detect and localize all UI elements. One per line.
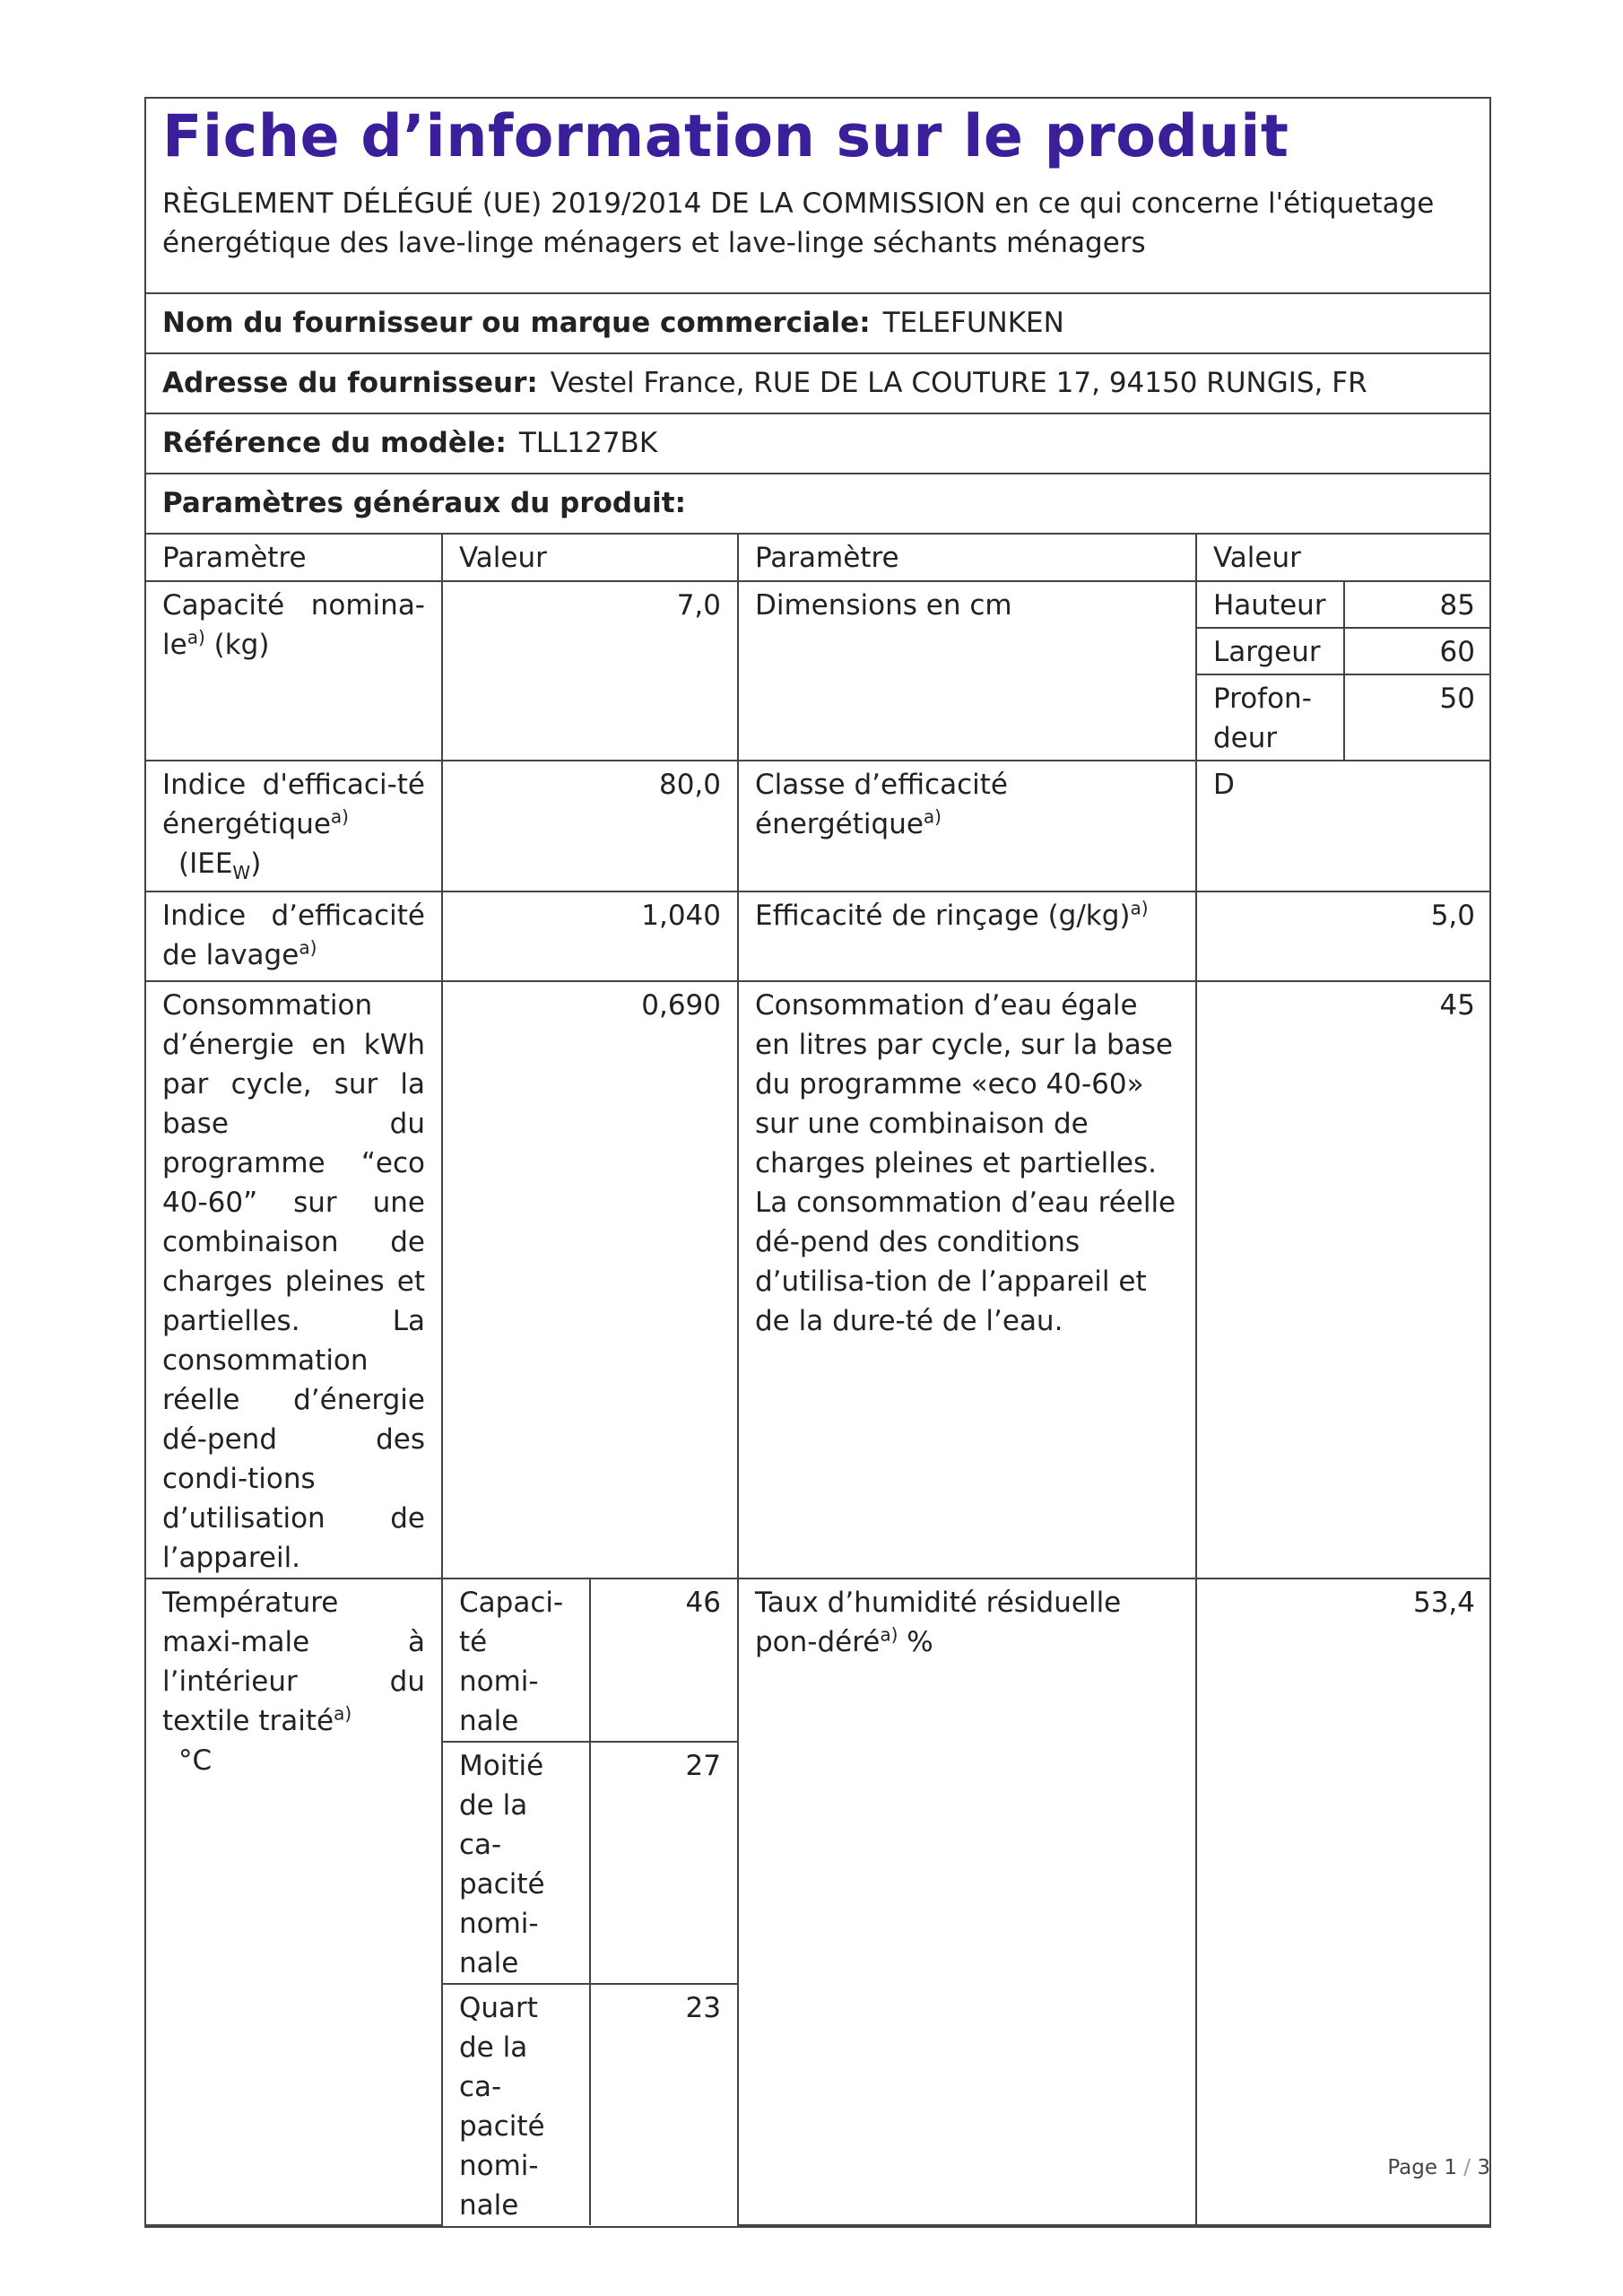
temp-full-capacity-value: 46 — [590, 1578, 738, 1742]
supplier-name-row — [146, 294, 1489, 354]
width-label: Largeur — [1196, 628, 1344, 674]
page-number: Page 1 / 3 — [1387, 2156, 1490, 2179]
supplier-address-row — [146, 354, 1489, 414]
water-consumption-label: Consommation d’eau égale en litres par cycle, sur la base du programme «eco 40-60» sur une combinaison de charges pleines et partielles. La consommation d’eau réelle dé-pend des conditions d’utilisa-tion de l’appareil et de la dure-té de l’eau. — [738, 981, 1196, 1578]
temp-half-capacity-label: Moitié de la ca-pacité nomi-nale — [442, 1742, 590, 1984]
temperature-unit: °C — [178, 1744, 213, 1777]
height-value: 85 — [1344, 581, 1491, 628]
energy-class-value: D — [1196, 761, 1491, 891]
footnote-mark: a) — [1130, 897, 1149, 919]
model-reference-value: TLL127BK — [518, 427, 658, 459]
supplier-address-label: Adresse du fournisseur: — [162, 367, 538, 399]
footnote-mark: a) — [187, 626, 205, 648]
energy-class-label-cell — [738, 761, 1196, 891]
temperature-label: Température maxi-male à l’intérieur du textile traité — [162, 1587, 425, 1737]
footnote-mark: a) — [330, 805, 349, 828]
capacity-value: 7,0 — [442, 581, 738, 761]
capacity-label-cell — [146, 581, 442, 761]
depth-label: Profon-deur — [1196, 674, 1344, 761]
eei-unit: $(IEE_W)$ — [178, 848, 262, 884]
header-value-1: Valeur — [442, 535, 738, 581]
water-consumption-value: 45 — [1196, 981, 1491, 1578]
table-row — [146, 581, 1491, 628]
section-title: Paramètres généraux du produit: — [162, 487, 687, 519]
model-reference-label: Référence du modèle: — [162, 427, 507, 459]
regulation-text: RÈGLEMENT DÉLÉGUÉ (UE) 2019/2014 DE LA COMMISSION en ce qui concerne l'étiquetage énergétique des lave-linge ménagers et lave-linge séchants ménagers — [162, 187, 1435, 259]
header-parameter-2: Paramètre — [738, 535, 1196, 581]
table-row — [146, 1578, 1491, 1742]
height-label: Hauteur — [1196, 581, 1344, 628]
width-value: 60 — [1344, 628, 1491, 674]
eei-value: 80,0 — [442, 761, 738, 891]
parameters-table — [146, 535, 1491, 2226]
energy-class-label: Classe d’efficacité énergétique — [755, 769, 1008, 840]
humidity-value: 53,4 — [1196, 1578, 1491, 2225]
model-reference-row — [146, 414, 1489, 474]
eei-label-cell — [146, 761, 442, 891]
washing-index-value: 1,040 — [442, 891, 738, 981]
table-row — [146, 761, 1491, 891]
depth-value: 50 — [1344, 674, 1491, 761]
rinsing-label: Efficacité de rinçage (g/kg) — [755, 900, 1131, 932]
section-title-row — [146, 474, 1489, 535]
temp-quarter-capacity-label: Quart de la ca-pacité nomi-nale — [442, 1984, 590, 2225]
supplier-name-label: Nom du fournisseur ou marque commerciale: — [162, 307, 871, 339]
capacity-label: Capacité nomina-le — [162, 589, 425, 661]
temp-quarter-capacity-value: 23 — [590, 1984, 738, 2225]
header-parameter-1: Paramètre — [146, 535, 442, 581]
footnote-mark: a) — [880, 1623, 898, 1646]
energy-consumption-value: 0,690 — [442, 981, 738, 1578]
temp-full-capacity-label: Capaci-té nomi-nale — [442, 1578, 590, 1742]
rinsing-label-cell — [738, 891, 1196, 981]
table-row — [146, 891, 1491, 981]
footnote-mark: a) — [334, 1702, 352, 1725]
footnote-mark: a) — [923, 805, 942, 828]
temperature-label-cell — [146, 1578, 442, 2225]
washing-index-label-cell — [146, 891, 442, 981]
humidity-label-cell — [738, 1578, 1196, 2225]
rinsing-value: 5,0 — [1196, 891, 1491, 981]
energy-consumption-label: Consommation d’énergie en kWh par cycle, sur la base du programme “eco 40-60” sur une combinaison de charges pleines et partielles. La consommation réelle d’énergie dé-pend des condi-tions d’utilisation de l’appareil. — [146, 981, 442, 1578]
product-information-sheet — [144, 97, 1491, 2228]
title-block — [146, 99, 1489, 294]
header-value-2: Valeur — [1196, 535, 1491, 581]
dimensions-label: Dimensions en cm — [738, 581, 1196, 761]
footnote-mark: a) — [299, 936, 317, 959]
temp-half-capacity-value: 27 — [590, 1742, 738, 1984]
table-row — [146, 981, 1491, 1578]
capacity-unit: (kg) — [213, 629, 270, 661]
eei-label: Indice d'efficaci-té énergétique — [162, 769, 425, 840]
page-title: Fiche d’information sur le produit — [162, 103, 1289, 170]
supplier-name-value: TELEFUNKEN — [882, 307, 1064, 339]
table-header-row — [146, 535, 1491, 581]
washing-index-label: Indice d’efficacité de lavage — [162, 900, 425, 971]
humidity-unit: % — [907, 1626, 933, 1658]
supplier-address-value: Vestel France, RUE DE LA COUTURE 17, 94150 RUNGIS, FR — [550, 367, 1367, 399]
humidity-label: Taux d’humidité résiduelle pon-déré — [755, 1587, 1122, 1658]
